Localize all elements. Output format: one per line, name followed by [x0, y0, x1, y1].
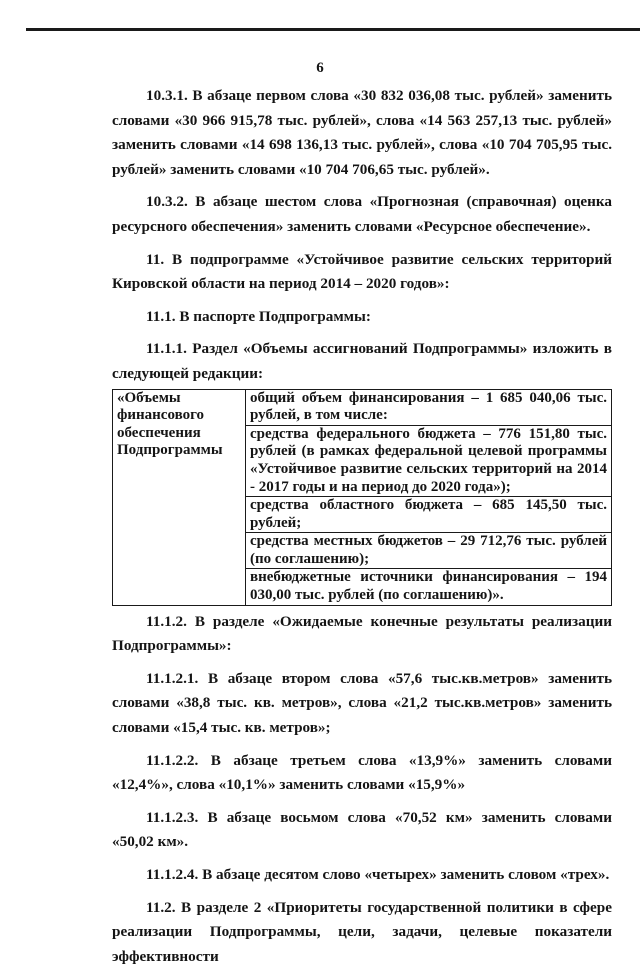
paragraph-10-3-1: 10.3.1. В абзаце первом слова «30 832 036,08 тыс. рублей» заменить словами «30 966 915,78 тыс. рублей», слова «14 563 257,13 тыс. рублей» заменить словами «14 698 136,13 тыс. рублей», слова «10 704 705,95 тыс. рублей» заменить словами «10 704 706,65 тыс. рублей». [112, 87, 612, 178]
paragraph-11-1-2-1: 11.1.2.1. В абзаце втором слова «57,6 тыс.кв.метров» заменить словами «38,8 тыс. кв. метров», слова «21,2 тыс.кв.метров» заменить словами «15,4 тыс. кв. метров»; [112, 669, 612, 737]
table-right-cell [246, 389, 612, 605]
financing-federal: средства федерального бюджета – 776 151,80 тыс. рублей (в рамках федеральной целевой программы «Устойчивое развитие сельских территорий на 2014 - 2017 годы и на период до 2020 года»); [246, 425, 611, 496]
financing-extrabudgetary: внебюджетные источники финансирования – 194 030,00 тыс. рублей (по соглашению)». [246, 568, 611, 604]
paragraph-11-1-2-2: 11.1.2.2. В абзаце третьем слова «13,9%» заменить словами «12,4%», слова «10,1%» заменить словами «15,9%» [112, 751, 612, 794]
paragraph-11-1: 11.1. В паспорте Подпрограммы: [146, 307, 371, 325]
paragraph-11-2: 11.2. В разделе 2 «Приоритеты государственной политики в сфере реализации Подпрограммы, цели, задачи, целевые показатели эффективности [112, 898, 612, 965]
financing-regional: средства областного бюджета – 685 145,50 тыс. рублей; [246, 496, 611, 532]
document-body [112, 84, 612, 969]
paragraph-11-1-1: 11.1.1. Раздел «Объемы ассигнований Подпрограммы» изложить в следующей редакции: [112, 340, 612, 382]
paragraph-11: 11. В подпрограмме «Устойчивое развитие сельских территорий Кировской области на период 2014 – 2020 годов»: [112, 250, 612, 293]
table-left-cell: «Объемы финансового обеспечения Подпрограммы [113, 389, 246, 605]
financing-total: общий объем финансирования – 1 685 040,06 тыс. рублей, в том числе: [250, 389, 607, 424]
table-row [113, 389, 612, 605]
paragraph-11-1-2-4: 11.1.2.4. В абзаце десятом слово «четырех» заменить словом «трех». [146, 866, 610, 883]
paragraph-11-1-2: 11.1.2. В разделе «Ожидаемые конечные результаты реализации Подпрограммы»: [112, 612, 612, 655]
page-number: 6 [316, 60, 324, 76]
paragraph-10-3-2: 10.3.2. В абзаце шестом слова «Прогнозная (справочная) оценка ресурсного обеспечения» заменить словами «Ресурсное обеспечение». [112, 193, 612, 235]
top-rule [26, 28, 640, 31]
paragraph-11-1-2-3: 11.1.2.3. В абзаце восьмом слова «70,52 км» заменить словами «50,02 км». [112, 808, 612, 851]
financing-table [112, 389, 612, 606]
financing-local: средства местных бюджетов – 29 712,76 тыс. рублей (по соглашению); [246, 532, 611, 568]
